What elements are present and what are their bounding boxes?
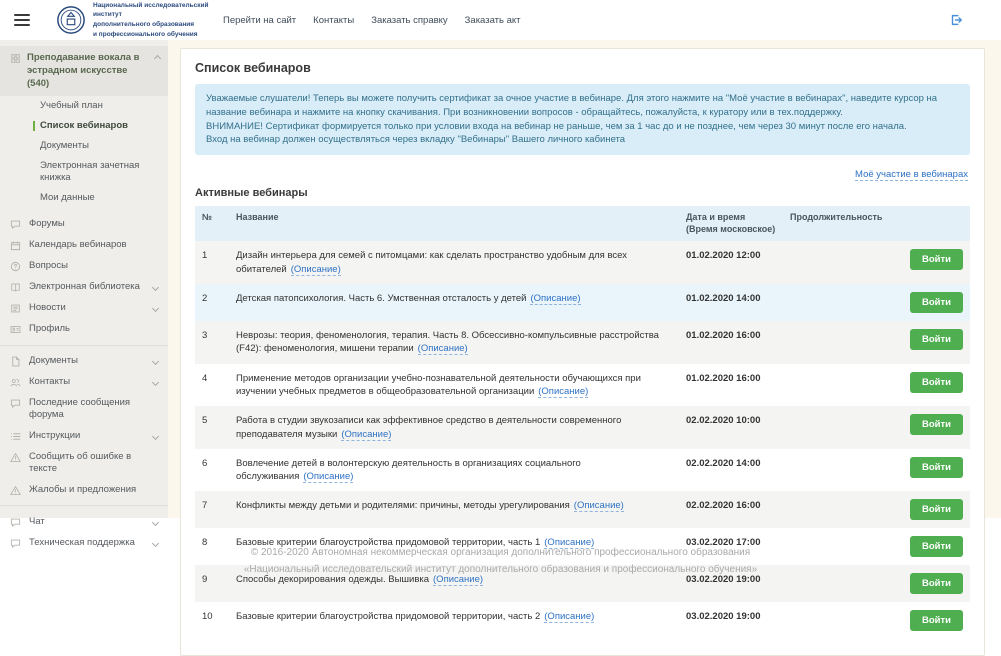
webinar-title: Неврозы: теория, феноменология, терапия. Часть 8. Обсессивно-компульсивные расстройства (F42): феноменология, мишени терапии — [236, 330, 659, 355]
webinar-name-cell — [229, 364, 679, 407]
comment-icon — [10, 219, 21, 230]
logo-text: Национальный исследовательский институт дополнительного образования и профессионального обучения — [93, 1, 209, 38]
webinar-duration — [783, 241, 903, 284]
webinar-number: 2 — [202, 293, 208, 305]
chevron-up-icon — [154, 55, 161, 62]
nav-go-to-site[interactable]: Перейти на сайт — [223, 14, 297, 26]
sidebar — [0, 40, 168, 548]
sidebar-item-course-documents[interactable]: Документы — [40, 140, 89, 152]
enter-cell — [903, 528, 970, 565]
enter-button[interactable]: Войти — [910, 499, 963, 520]
chevron-down-icon — [152, 519, 159, 526]
calendar-icon — [10, 240, 21, 251]
description-link[interactable]: (Описание) — [341, 428, 392, 440]
table-row — [195, 491, 970, 528]
webinar-number: 9 — [202, 574, 208, 586]
grid-icon — [10, 53, 21, 64]
webinar-name-cell — [229, 241, 679, 284]
col-name: Название — [236, 212, 279, 223]
sidebar-item-library[interactable]: Электронная библиотека — [0, 277, 168, 298]
enter-cell — [903, 491, 970, 528]
webinar-duration — [783, 364, 903, 407]
sidebar-item-last-forum-messages[interactable]: Последние сообщения форума — [0, 393, 168, 426]
sidebar-item-contacts[interactable]: Контакты — [0, 372, 168, 393]
sidebar-item-study-plan[interactable]: Учебный план — [40, 100, 103, 112]
comment-icon — [10, 538, 21, 549]
description-link[interactable]: (Описание) — [433, 574, 484, 586]
description-link[interactable]: (Описание) — [538, 385, 589, 397]
table-row — [195, 406, 970, 449]
table-row — [195, 241, 970, 284]
webinar-duration — [783, 449, 903, 492]
table-header-row — [195, 206, 970, 241]
webinar-datetime: 02.02.2020 14:00 — [686, 457, 761, 469]
sidebar-item-news[interactable]: Новости — [0, 298, 168, 319]
webinar-name-cell — [229, 284, 679, 321]
chevron-down-icon — [152, 305, 159, 312]
sidebar-item-gradebook[interactable]: Электронная зачетная книжка — [40, 160, 140, 183]
page-title: Список вебинаров — [195, 61, 311, 75]
nav-contacts[interactable]: Контакты — [313, 14, 355, 26]
sidebar-item-tech-support[interactable]: Техническая поддержка — [0, 532, 168, 553]
webinar-number: 7 — [202, 500, 208, 512]
webinar-datetime: 02.02.2020 10:00 — [686, 415, 761, 427]
sidebar-item-instructions[interactable]: Инструкции — [0, 425, 168, 446]
chevron-down-icon — [152, 284, 159, 291]
webinar-number: 10 — [202, 611, 213, 623]
enter-cell — [903, 284, 970, 321]
webinar-datetime: 03.02.2020 19:00 — [686, 611, 761, 623]
enter-cell — [903, 565, 970, 602]
sidebar-item-webinar-calendar[interactable]: Календарь вебинаров — [0, 235, 168, 256]
webinar-name-cell — [229, 602, 679, 639]
webinar-number: 6 — [202, 457, 208, 469]
webinar-duration — [783, 491, 903, 528]
webinar-duration — [783, 284, 903, 321]
webinar-number: 1 — [202, 250, 208, 262]
enter-button[interactable]: Войти — [910, 329, 963, 350]
enter-cell — [903, 449, 970, 492]
description-link[interactable]: (Описание) — [530, 293, 581, 305]
enter-button[interactable]: Войти — [910, 249, 963, 270]
table-row — [195, 602, 970, 639]
sidebar-divider — [0, 505, 168, 506]
sidebar-item-questions[interactable]: Вопросы — [0, 256, 168, 277]
sidebar-course-header[interactable] — [0, 46, 168, 96]
description-link[interactable]: (Описание) — [290, 263, 341, 275]
footer-copyright-line1: © 2016-2020 Автономная некоммерческая организация дополнительного профессионального образования — [250, 547, 751, 558]
notice-line: Уважаемые слушатели! Теперь вы можете получить сертификат за очное участие в вебинаре. Для этого нажмите на "Моё участие в вебинарах", наведите курсор на название вебинара и нажмите на кнопку скачивания. При возникновении вопросов - обращайтесь, пожалуйста, к куратору или в тех.поддержку. — [206, 93, 938, 118]
sidebar-item-webinar-list[interactable]: Список вебинаров — [0, 116, 168, 136]
webinar-title: Конфликты между детьми и родителями: причины, методы урегулирования — [236, 500, 570, 512]
hamburger-icon[interactable] — [14, 11, 30, 29]
webinar-number: 8 — [202, 537, 208, 549]
enter-button[interactable]: Войти — [910, 610, 963, 631]
enter-button[interactable]: Войти — [910, 457, 963, 478]
enter-cell — [903, 602, 970, 639]
comment-icon — [10, 398, 21, 409]
notice-line: ВНИМАНИЕ! Сертификат формируется только при условии входа на вебинар не раньше, чем за 1 час до и не позднее, чем через 30 минут после его начала. — [206, 120, 907, 132]
logo-emblem-icon — [56, 5, 86, 35]
webinar-number: 5 — [202, 415, 208, 427]
table-row — [195, 449, 970, 492]
webinar-duration — [783, 528, 903, 565]
webinar-title: Работа в студии звукозаписи как эффективное средство в деятельности современного преподавателя музыки — [236, 415, 622, 440]
news-icon — [10, 303, 21, 314]
nav-order-act[interactable]: Заказать акт — [464, 14, 521, 26]
webinar-title: Вовлечение детей в волонтерскую деятельность в организациях социального обслуживания — [236, 457, 581, 483]
webinar-datetime: 01.02.2020 16:00 — [686, 372, 761, 384]
top-header — [0, 0, 1001, 40]
webinar-datetime: 01.02.2020 14:00 — [686, 293, 761, 305]
enter-button[interactable]: Войти — [910, 573, 963, 594]
enter-cell — [903, 321, 970, 364]
warning-icon — [10, 452, 21, 463]
file-icon — [10, 356, 21, 367]
notice-line: Вход на вебинар должен осуществляться через вкладку "Вебинары" Вашего личного кабинета — [206, 134, 626, 146]
description-link[interactable]: (Описание) — [544, 537, 595, 549]
col-datetime: Дата и время (Время московское) — [686, 212, 776, 234]
active-webinars-title: Активные вебинары — [195, 187, 308, 200]
logo[interactable] — [56, 1, 211, 40]
webinar-name-cell — [229, 321, 679, 364]
logout-icon[interactable] — [949, 13, 963, 27]
description-link[interactable]: (Описание) — [417, 343, 468, 355]
sidebar-item-documents[interactable]: Документы — [0, 351, 168, 372]
webinar-datetime: 03.02.2020 17:00 — [686, 537, 761, 549]
webinar-duration — [783, 602, 903, 639]
webinar-number: 3 — [202, 330, 208, 342]
webinar-number: 4 — [202, 372, 208, 384]
chevron-down-icon — [152, 540, 159, 547]
webinar-title: Детская патопсихология. Часть 6. Умственная отсталость у детей — [236, 293, 527, 305]
top-navigation — [223, 15, 521, 26]
col-number: № — [202, 212, 213, 223]
sidebar-item-complaints[interactable]: Жалобы и предложения — [0, 479, 168, 500]
description-link[interactable]: (Описание) — [303, 471, 354, 483]
webinar-datetime: 02.02.2020 16:00 — [686, 500, 761, 512]
nav-order-reference[interactable]: Заказать справку — [371, 14, 448, 26]
col-actions — [903, 206, 970, 241]
users-icon — [10, 377, 21, 388]
my-participation-link[interactable]: Моё участие в вебинарах — [855, 169, 968, 181]
col-duration: Продолжительность — [790, 212, 883, 223]
enter-button[interactable]: Войти — [910, 536, 963, 557]
course-title: Преподавание вокала в эстрадном искусстве (540) — [27, 52, 140, 89]
sidebar-item-chat[interactable]: Чат — [0, 511, 168, 532]
table-row — [195, 321, 970, 364]
enter-button[interactable]: Войти — [910, 414, 963, 435]
webinar-datetime: 01.02.2020 12:00 — [686, 250, 761, 262]
sidebar-divider — [0, 345, 168, 346]
description-link[interactable]: (Описание) — [544, 611, 595, 623]
comment-icon — [10, 517, 21, 528]
webinar-name-cell — [229, 491, 679, 528]
list-icon — [10, 431, 21, 442]
book-icon — [10, 282, 21, 293]
enter-button[interactable]: Войти — [910, 372, 963, 393]
sidebar-item-forums[interactable]: Форумы — [0, 214, 168, 235]
chevron-down-icon — [152, 358, 159, 365]
webinar-title: Дизайн интерьера для семей с питомцами: как сделать пространство удобным для всех обитателей — [236, 250, 627, 275]
enter-button[interactable]: Войти — [910, 292, 963, 313]
enter-cell — [903, 406, 970, 449]
webinar-name-cell — [229, 406, 679, 449]
info-notice — [195, 84, 970, 155]
footer-copyright-line2: «Национальный исследовательский институт дополнительного образования и профессионального обучения» — [243, 564, 758, 575]
question-icon — [10, 261, 21, 272]
enter-cell — [903, 364, 970, 407]
active-indicator — [33, 121, 35, 131]
id-card-icon — [10, 324, 21, 335]
my-participation-row — [197, 164, 968, 182]
webinar-datetime: 03.02.2020 19:00 — [686, 574, 761, 586]
description-link[interactable]: (Описание) — [573, 500, 624, 512]
webinar-title: Базовые критерии благоустройства придомовой территории, часть 2 — [236, 611, 541, 623]
chevron-down-icon — [152, 433, 159, 440]
sidebar-item-my-data[interactable]: Мои данные — [40, 191, 95, 203]
webinar-duration — [783, 406, 903, 449]
webinar-title: Применение методов организации учебно-познавательной деятельности обучающихся при изучении учебных предметов в общеобразовательной организации — [236, 372, 641, 397]
table-row — [195, 284, 970, 321]
enter-cell — [903, 241, 970, 284]
webinar-duration — [783, 321, 903, 364]
chevron-down-icon — [152, 379, 159, 386]
webinar-title: Способы декорирования одежды. Вышивка — [236, 574, 430, 586]
sidebar-item-report-text-error[interactable]: Сообщить об ошибке в тексте — [0, 446, 168, 479]
sidebar-item-profile[interactable]: Профиль — [0, 319, 168, 340]
table-row — [195, 364, 970, 407]
webinar-duration — [783, 565, 903, 602]
webinar-datetime: 01.02.2020 16:00 — [686, 330, 761, 342]
warning-icon — [10, 485, 21, 496]
webinar-title: Базовые критерии благоустройства придомовой территории, часть 1 — [236, 537, 541, 549]
webinar-name-cell — [229, 449, 679, 492]
